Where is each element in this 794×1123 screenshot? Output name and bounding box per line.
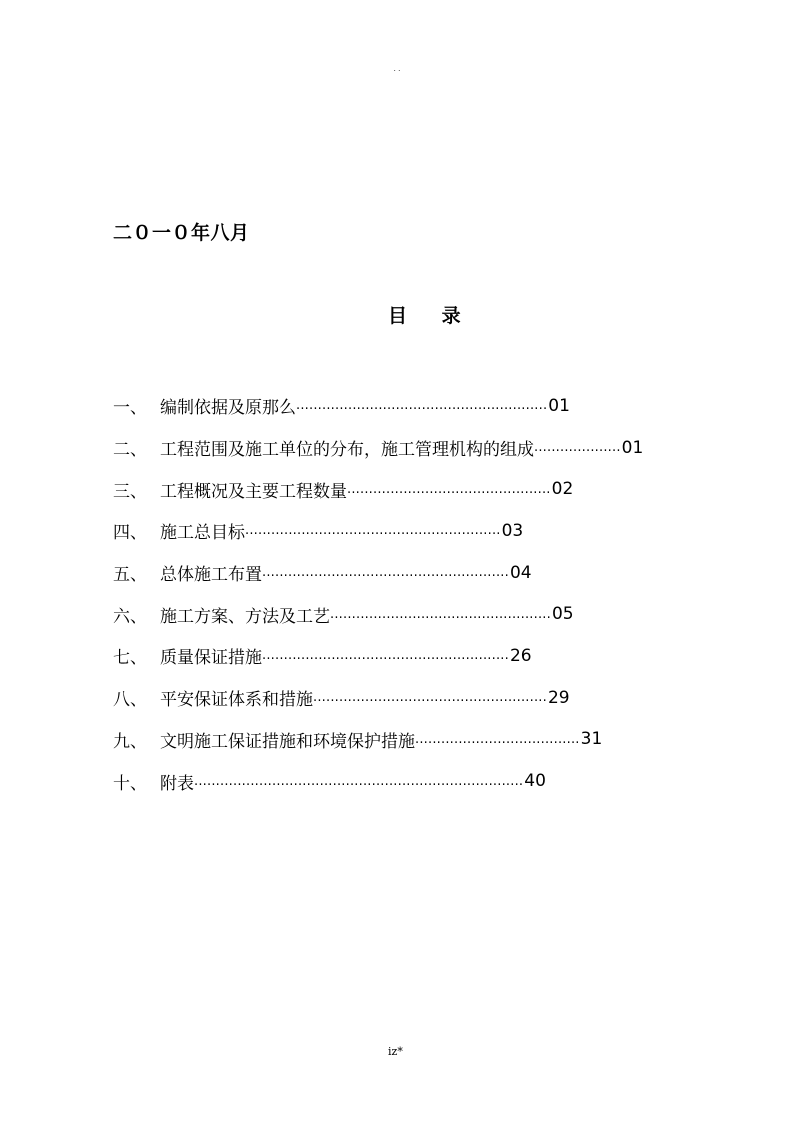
toc-entry-number: 六、 [113, 606, 147, 627]
header-mark: . . [393, 65, 401, 73]
toc-entry-page: 29 [547, 687, 570, 708]
toc-entry-page: 05 [551, 604, 574, 625]
toc-entry-page: 02 [551, 479, 574, 500]
toc-entry-page: 26 [509, 645, 532, 666]
toc-entry-label: 平安保证体系和措施 [160, 690, 313, 711]
toc-entry-2[interactable] [113, 427, 643, 469]
toc-entry-label: 文明施工保证措施和环境保护措施 [160, 731, 415, 752]
toc-leader-dots: ......................................................... [262, 648, 509, 664]
toc-leader-dots: ......................................................... [262, 565, 509, 581]
toc-entry-4[interactable] [113, 510, 643, 552]
toc-title: 目 录 [388, 305, 475, 327]
toc-entry-page: 01 [548, 395, 570, 416]
toc-entry-number: 五、 [113, 565, 147, 586]
toc-leader-dots: ................................................... [330, 606, 551, 622]
toc-entry-label: 质量保证措施 [160, 648, 262, 669]
toc-entry-1[interactable] [113, 385, 643, 427]
toc-entry-page: 03 [501, 520, 524, 541]
toc-entry-8[interactable] [113, 677, 643, 719]
toc-entry-10[interactable] [113, 760, 643, 802]
toc-entry-number: 一、 [113, 398, 147, 419]
toc-entry-label: 工程范围及施工单位的分布，施工管理机构的组成 [160, 440, 534, 461]
toc-entry-number: 三、 [113, 481, 147, 502]
toc-entry-page: 04 [509, 562, 532, 583]
toc-entry-6[interactable] [113, 593, 643, 635]
toc-entry-label: 工程概况及主要工程数量 [160, 481, 347, 502]
toc-entry-5[interactable] [113, 552, 643, 594]
toc-entry-label: 附表 [160, 773, 194, 794]
toc-entry-label: 施工方案、方法及工艺 [160, 606, 330, 627]
toc-entry-number: 九、 [113, 731, 147, 752]
toc-entry-label: 总体施工布置 [160, 565, 262, 586]
footer-mark: iz* [388, 1045, 403, 1058]
toc-entry-3[interactable] [113, 468, 643, 510]
toc-entry-label: 编制依据及原那么 [160, 398, 296, 419]
toc-leader-dots: ...................................... [415, 731, 580, 747]
toc-entry-number: 四、 [113, 523, 147, 544]
toc-entry-number: 八、 [113, 690, 147, 711]
toc-leader-dots: ........................................................... [245, 523, 501, 539]
document-date: 二０一０年八月 [113, 222, 250, 244]
toc-leader-dots: ............................................... [347, 481, 551, 497]
toc-entry-number: 七、 [113, 648, 147, 669]
table-of-contents [113, 385, 643, 802]
toc-leader-dots: .......................................................... [296, 398, 548, 414]
toc-entry-page: 31 [580, 729, 603, 750]
toc-entry-label: 施工总目标 [160, 523, 245, 544]
toc-entry-page: 01 [621, 437, 644, 458]
toc-leader-dots: ............................................................................ [194, 773, 524, 789]
toc-entry-page: 40 [524, 771, 546, 792]
toc-entry-7[interactable] [113, 635, 643, 677]
toc-entry-number: 十、 [113, 773, 147, 794]
toc-leader-dots: .................... [534, 440, 621, 456]
toc-entry-9[interactable] [113, 719, 643, 761]
toc-entry-number: 二、 [113, 440, 147, 461]
toc-leader-dots: ...................................................... [313, 690, 547, 706]
